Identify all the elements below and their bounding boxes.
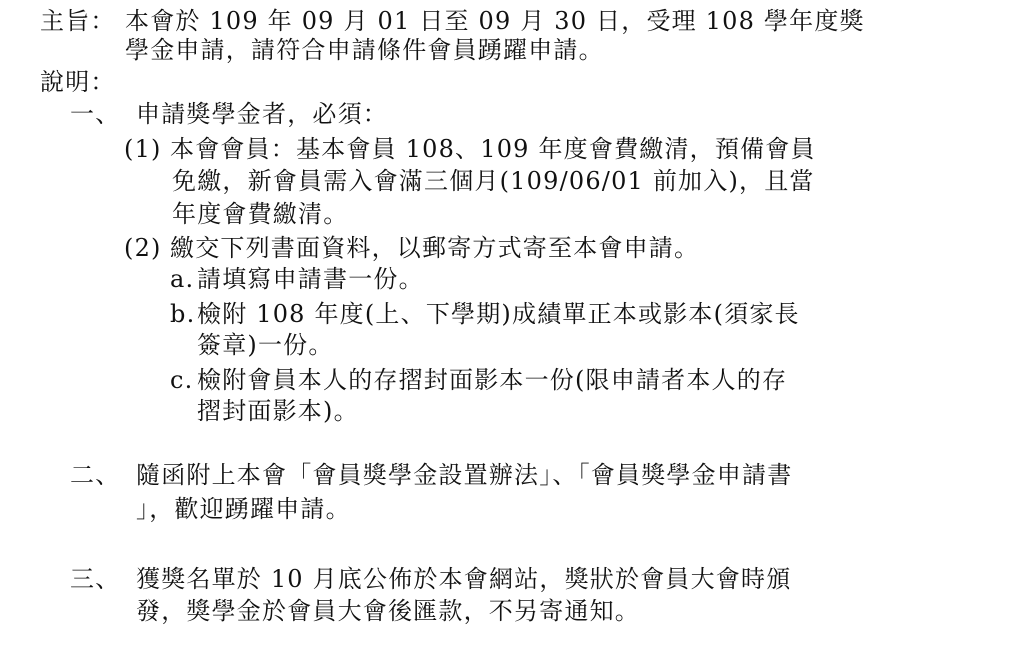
subsub-c-line-1: 檢附會員本人的存摺封面影本一份(限申請者本人的存	[197, 366, 788, 394]
sub-1-marker: (1)	[124, 135, 162, 163]
item-2-marker: 二、	[70, 461, 121, 489]
item-1-marker: 一、	[70, 100, 121, 128]
sub-1-line-2: 免繳，新會員需入會滿三個月(109/06/01 前加入)，且當	[172, 167, 815, 195]
subsub-c-line-2: 摺封面影本)。	[197, 397, 359, 425]
subsub-b-line-1: 檢附 108 年度(上、下學期)成績單正本或影本(須家長	[197, 300, 800, 328]
subsub-b-marker: b.	[170, 300, 196, 328]
subsub-a-marker: a.	[170, 265, 195, 293]
item-3-line-2: 發，獎學金於會員大會後匯款，不另寄通知。	[136, 597, 640, 625]
item-1-heading: 申請獎學金者，必須：	[136, 100, 388, 128]
subject-label: 主旨：	[40, 7, 116, 35]
subject-line-1: 本會於 109 年 09 月 01 日至 09 月 30 日，受理 108 學年度獎	[125, 7, 865, 35]
subsub-b-line-2: 簽章)一份。	[197, 331, 334, 359]
sub-1-line-3: 年度會費繳清。	[172, 200, 349, 228]
sub-1-line-1: 本會會員：基本會員 108、109 年度會費繳清，預備會員	[170, 135, 816, 163]
item-2-line-1: 隨函附上本會「會員獎學金設置辦法」、「會員獎學金申請書	[136, 461, 793, 489]
sub-2-line-1: 繳交下列書面資料，以郵寄方式寄至本會申請。	[170, 234, 700, 262]
item-3-line-1: 獲獎名單於 10 月底公佈於本會網站，獎狀於會員大會時頒	[136, 565, 792, 593]
subject-line-2: 學金申請，請符合申請條件會員踴躍申請。	[125, 36, 604, 64]
item-3-marker: 三、	[70, 565, 121, 593]
item-2-line-2: 」，歡迎踴躍申請。	[136, 495, 351, 523]
sub-2-marker: (2)	[124, 234, 162, 262]
subsub-c-marker: c.	[170, 366, 194, 394]
explanation-label: 說明：	[40, 68, 116, 96]
subsub-a-line-1: 請填寫申請書一份。	[197, 265, 424, 293]
